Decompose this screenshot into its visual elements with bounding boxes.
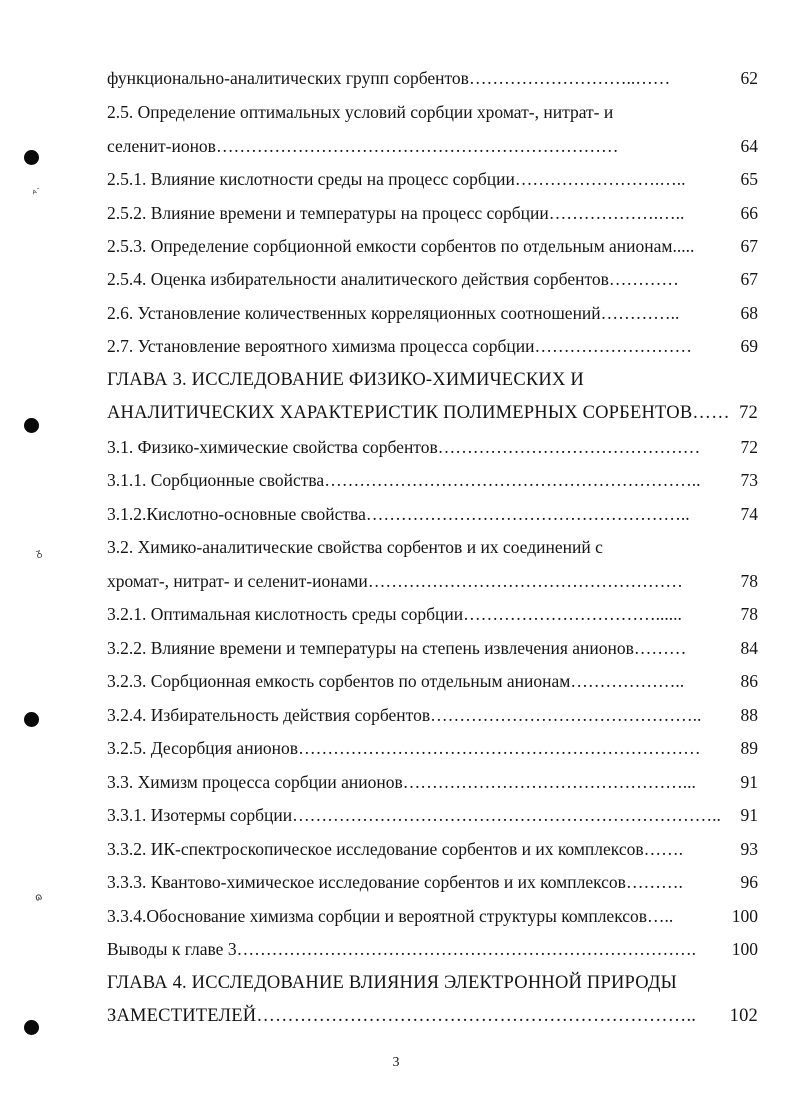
toc-entry-leader: ……. — [643, 839, 684, 859]
toc-entry-page: 91 — [740, 768, 759, 796]
toc-entry — [107, 969, 758, 997]
toc-entry-title: 3.2.3. Сорбционная емкость сорбентов по отдельным анионам — [107, 671, 571, 691]
toc-entry-leader: ……………………………………… — [437, 437, 701, 457]
toc-entry — [107, 600, 758, 628]
toc-entry-page: 72 — [738, 399, 758, 427]
toc-entry-page: 96 — [740, 868, 759, 896]
toc-entry — [107, 199, 758, 227]
toc-entry-title: 3.2.2. Влияние времени и температуры на степень извлечения анионов — [107, 638, 634, 658]
toc-entry-title: 3.2.1. Оптимальная кислотность среды сорбции — [107, 604, 464, 624]
toc-entry — [107, 332, 758, 360]
toc-entry-leader: ……………………………………………………….. — [324, 470, 701, 490]
toc-entry — [107, 835, 758, 863]
toc-entry-leader: ……… — [633, 638, 687, 658]
punch-hole-2 — [24, 418, 39, 433]
toc-entry-title: 3.1. Физико-химические свойства сорбентов — [107, 437, 438, 457]
toc-entry-title: селенит-ионов — [107, 136, 216, 156]
toc-entry-leader: ………………………..…… — [468, 68, 671, 88]
toc-entry-title: ГЛАВА 4. ИССЛЕДОВАНИЕ ВЛИЯНИЯ ЭЛЕКТРОННОЙ ПРИРОДЫ — [107, 973, 678, 993]
toc-entry-title: 2.7. Установление вероятного химизма процесса сорбции — [107, 336, 535, 356]
toc-entry-page: 68 — [740, 299, 759, 327]
toc-entry-leader: ……………………………...... — [463, 604, 682, 624]
toc-entry-leader: …… — [692, 403, 730, 423]
toc-entry — [107, 165, 758, 193]
toc-entry-leader: ………….. — [600, 303, 680, 323]
toc-entry — [107, 935, 758, 963]
toc-entry — [107, 667, 758, 695]
punch-hole-3 — [24, 712, 39, 727]
toc-entry-title: 3.2.4. Избирательность действия сорбентов — [107, 705, 431, 725]
toc-entry — [107, 433, 758, 461]
toc-entry — [107, 98, 758, 126]
toc-entry-leader: ……………………… — [534, 336, 693, 356]
toc-entry-page: 78 — [740, 600, 759, 628]
scan-speck-3: ɷ — [33, 891, 44, 904]
scan-speck-1: ᴬ˙ — [31, 186, 44, 201]
scan-speck-2: ᵹ — [34, 547, 44, 560]
toc-entry-title: 2.5.2. Влияние времени и температуры на процесс сорбции — [107, 203, 549, 223]
toc-entry-leader: ……………………………………………… — [367, 571, 683, 591]
toc-entry-page: 66 — [740, 199, 759, 227]
toc-entry-title: 2.5.3. Определение сорбционной емкости сорбентов по отдельным анионам — [107, 236, 673, 256]
toc-entry-title: функционально-аналитических групп сорбентов — [107, 68, 469, 88]
toc-entry-title: 3.2. Химико-аналитические свойства сорбентов и их соединений с — [107, 537, 603, 557]
toc-entry-page: 102 — [729, 1002, 758, 1030]
toc-entry — [107, 1002, 758, 1030]
toc-entry-page: 100 — [731, 935, 758, 963]
toc-entry-title: ЗАМЕСТИТЕЛЕЙ — [107, 1006, 257, 1026]
toc-entry-title: 2.5.4. Оценка избирательности аналитического действия сорбентов — [107, 269, 609, 289]
toc-entry-title: ГЛАВА 3. ИССЛЕДОВАНИЕ ФИЗИКО-ХИМИЧЕСКИХ И — [107, 370, 584, 390]
toc-entry — [107, 801, 758, 829]
toc-entry-page: 74 — [740, 500, 759, 528]
toc-entry — [107, 132, 758, 160]
toc-entry-leader: …………………….….. — [514, 169, 686, 189]
toc-entry — [107, 868, 758, 896]
toc-entry-page: 73 — [740, 466, 759, 494]
toc-entry — [107, 500, 758, 528]
toc-entry — [107, 734, 758, 762]
toc-entry-page: 69 — [740, 332, 759, 360]
toc-entry-leader: ……………………………………………………………………. — [236, 939, 696, 959]
toc-entry-page: 67 — [740, 265, 759, 293]
toc-entry-title: АНАЛИТИЧЕСКИХ ХАРАКТЕРИСТИК ПОЛИМЕРНЫХ СОРБЕНТОВ — [107, 403, 693, 423]
toc-entry — [107, 366, 758, 394]
toc-entry-page: 93 — [740, 835, 759, 863]
toc-entry-leader: ……………….….. — [548, 203, 685, 223]
toc-entry-leader: ..... — [672, 236, 695, 256]
toc-entry-title: 2.5.1. Влияние кислотности среды на процесс сорбции — [107, 169, 515, 189]
toc-entry — [107, 399, 758, 427]
toc-entry-page: 86 — [740, 667, 759, 695]
toc-entry-title: 3.3.3. Квантово-химическое исследование сорбентов и их комплексов — [107, 872, 626, 892]
toc-entry-title: 2.5. Определение оптимальных условий сорбции хромат-, нитрат- и — [107, 102, 614, 122]
toc-entry — [107, 64, 758, 92]
toc-entry — [107, 466, 758, 494]
toc-entry-leader: ……………………………………………….. — [365, 504, 690, 524]
toc-entry-title: хромат-, нитрат- и селенит-ионами — [107, 571, 368, 591]
toc-entry — [107, 299, 758, 327]
toc-entry-leader: ……………….. — [570, 671, 685, 691]
toc-entry-leader: …………………………………………... — [402, 772, 696, 792]
toc-entry — [107, 567, 758, 595]
toc-entry-title: 3.1.2.Кислотно-основные свойства — [107, 504, 366, 524]
toc-entry-page: 64 — [740, 132, 759, 160]
toc-entry-page: 88 — [740, 701, 759, 729]
toc-entry-page: 78 — [740, 567, 759, 595]
punch-hole-4 — [24, 1020, 39, 1035]
toc-entry-title: 2.6. Установление количественных корреляционных соотношений — [107, 303, 601, 323]
page-number: 3 — [392, 1055, 400, 1070]
toc-entry-leader: ….. — [647, 906, 674, 926]
toc-entry-leader: ………… — [608, 269, 679, 289]
toc-entry-leader: …………………………………………………………… — [298, 738, 701, 758]
toc-entry — [107, 533, 758, 561]
toc-entry — [107, 265, 758, 293]
toc-entry-page: 72 — [740, 433, 759, 461]
toc-entry-page: 89 — [740, 734, 759, 762]
toc-entry — [107, 701, 758, 729]
toc-entry-leader: ………. — [625, 872, 683, 892]
toc-entry-page: 67 — [740, 232, 759, 260]
toc-entry — [107, 634, 758, 662]
toc-entry-title: 3.1.1. Сорбционные свойства — [107, 470, 325, 490]
toc-entry — [107, 768, 758, 796]
toc-entry-title: Выводы к главе 3 — [107, 939, 237, 959]
toc-entry — [107, 232, 758, 260]
toc-entry-page: 91 — [740, 801, 759, 829]
toc-entry-page: 84 — [740, 634, 759, 662]
toc-entry-title: 3.2.5. Десорбция анионов — [107, 738, 299, 758]
toc-entry-page: 62 — [740, 64, 759, 92]
toc-entry-leader: ……………………………………….. — [430, 705, 702, 725]
punch-hole-1 — [24, 150, 39, 165]
toc-entry-title: 3.3. Химизм процесса сорбции анионов — [107, 772, 403, 792]
toc-entry-title: 3.3.4.Обоснование химизма сорбции и вероятной структуры комплексов — [107, 906, 648, 926]
toc-entry-page: 100 — [731, 902, 758, 930]
toc-entry — [107, 902, 758, 930]
toc-entry-leader: …………………………………………………………… — [215, 136, 619, 156]
toc-entry-page: 65 — [740, 165, 759, 193]
toc-entry-title: 3.3.1. Изотермы сорбции — [107, 805, 293, 825]
toc-entry-leader: …………………………………………………………….. — [256, 1006, 697, 1026]
toc-entry-title: 3.3.2. ИК-спектроскопическое исследование сорбентов и их комплексов — [107, 839, 644, 859]
toc-entry-leader: ……………………………………………………………….. — [292, 805, 721, 825]
